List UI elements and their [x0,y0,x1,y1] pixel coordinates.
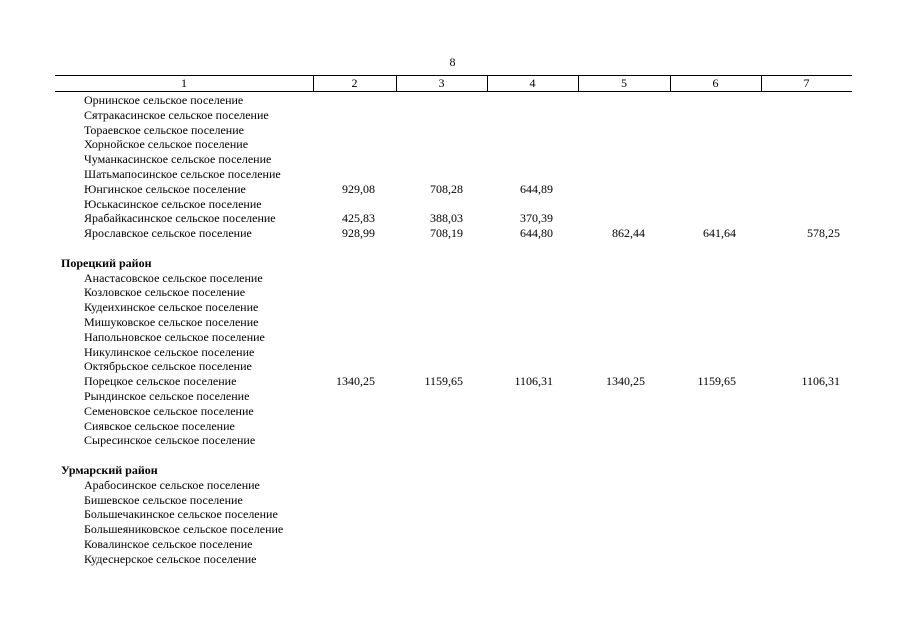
settlement-name: Кудеихинское сельское поселение [84,300,259,315]
table-row [55,404,852,419]
settlement-name: Сятракасинское сельское поселение [84,107,269,122]
table-body [55,93,852,567]
value-column-3: 388,03 [430,211,463,226]
table-row [55,315,852,330]
table-row [55,507,852,522]
district-heading-row [55,463,852,478]
settlement-name: Чуманкасинское сельское поселение [84,152,272,167]
settlement-name: Порецкое сельское поселение [84,374,237,389]
table-row [55,285,852,300]
table-row [55,537,852,552]
page-number: 8 [449,55,456,69]
value-column-2: 425,83 [342,211,375,226]
table-row [55,167,852,182]
settlement-name: Ярабайкасинское сельское поселение [84,211,276,226]
settlement-name: Октябрьское сельское поселение [84,359,252,374]
table-row [55,522,852,537]
settlement-name: Кудеснерское сельское поселение [84,551,257,566]
settlement-name: Большечакинское сельское поселение [84,507,278,522]
table-row [55,478,852,493]
value-column-2: 928,99 [342,226,375,241]
settlement-name: Рындинское сельское поселение [84,388,250,403]
table-row [55,374,852,389]
table-row [55,389,852,404]
value-column-2: 1340,25 [336,374,375,389]
settlement-name: Напольновское сельское поселение [84,329,265,344]
table-row [55,137,852,152]
table-row [55,493,852,508]
column-header-5: 5 [621,76,627,90]
column-header-7: 7 [803,76,810,90]
settlement-name: Анастасовское сельское поселение [84,270,263,285]
value-column-6: 1159,65 [697,374,736,389]
table-row [55,345,852,360]
table-row [55,552,852,567]
table-row [55,330,852,345]
value-column-3: 1159,65 [424,374,463,389]
table-header-top-rule [55,75,852,76]
settlement-name: Семеновское сельское поселение [84,403,254,418]
table-row [55,93,852,108]
district-name: Порецкий район [61,255,152,270]
value-column-3: 708,19 [430,226,463,241]
settlement-name: Орнинское сельское поселение [84,93,244,107]
value-column-4: 370,39 [520,211,553,226]
column-header-2: 2 [351,76,358,90]
row-spacer [55,448,852,463]
value-column-5: 862,44 [612,226,645,241]
settlement-name: Сиявское сельское поселение [84,418,235,433]
settlement-name: Ярославское сельское поселение [84,226,252,241]
column-header-6: 6 [712,76,719,90]
table-row [55,359,852,374]
settlement-name: Юськасинское сельское поселение [84,196,262,211]
table-row [55,211,852,226]
value-column-4: 644,89 [520,181,553,196]
settlement-name: Хорнойское сельское поселение [84,137,249,152]
value-column-6: 641,64 [703,226,736,241]
settlement-name: Шатьмапосинское сельское поселение [84,166,281,181]
value-column-7: 1106,31 [801,374,840,389]
table-row [55,123,852,138]
table-row [55,108,852,123]
table-row [55,419,852,434]
district-heading-row [55,256,852,271]
table-row [55,152,852,167]
column-header-3: 3 [438,76,445,90]
row-spacer [55,241,852,256]
settlement-name: Большеяниковское сельское поселение [84,522,284,537]
settlement-name: Юнгинское сельское поселение [84,181,246,196]
settlement-name: Сыресинское сельское поселение [84,433,256,448]
table-row [55,271,852,286]
table-row [55,182,852,197]
table-header-bottom-rule [55,91,852,92]
settlement-name: Мишуковское сельское поселение [84,314,259,329]
value-column-7: 578,25 [807,226,840,241]
table-row [55,300,852,315]
table-row [55,433,852,448]
settlement-name: Никулинское сельское поселение [84,344,255,359]
value-column-4: 1106,31 [514,374,553,389]
settlement-name: Бишевское сельское поселение [84,492,243,507]
settlement-name: Тораевское сельское поселение [84,122,244,137]
district-name: Урмарский район [61,462,158,477]
value-column-5: 1340,25 [606,374,645,389]
value-column-2: 929,08 [342,181,375,196]
value-column-3: 708,28 [430,181,463,196]
settlement-name: Козловское сельское поселение [84,285,246,300]
column-header-1: 1 [181,76,187,90]
table-row [55,226,852,241]
table-row [55,197,852,212]
value-column-4: 644,80 [520,226,553,241]
settlement-name: Арабосинское сельское поселение [84,477,260,492]
settlement-name: Ковалинское сельское поселение [84,536,253,551]
column-header-4: 4 [529,76,536,90]
